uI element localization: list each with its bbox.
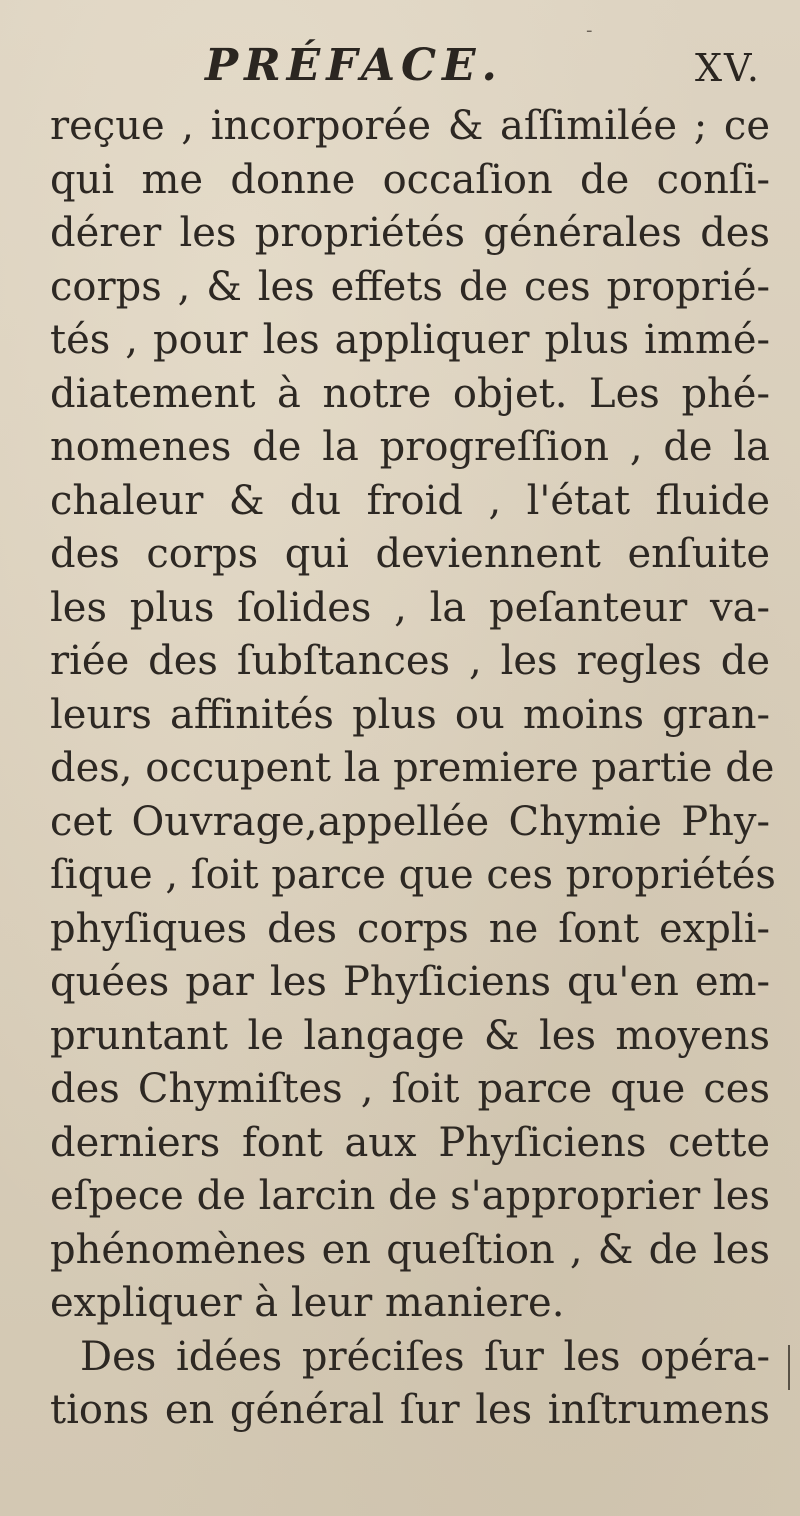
text-line: tions en général ſur les inſtrumens [50, 1387, 770, 1433]
text-line: derniers font aux Phyſiciens cette [50, 1119, 770, 1166]
text-line: pruntant le langage & les moyens [50, 1012, 770, 1059]
text-line: des Chymiſtes , ſoit parce que ces [50, 1066, 770, 1112]
text-line: Des idées préciſes ſur les opéra- [80, 1333, 770, 1380]
text-line: des corps qui deviennent enſuite [50, 531, 770, 577]
text-line: corps , & les effets de ces proprié- [50, 263, 770, 310]
text-line: expliquer à leur maniere. [50, 1280, 565, 1326]
text-line: nomenes de la progreſſion , de la [50, 424, 770, 470]
text-line: diatement à notre objet. Les phé- [50, 370, 770, 417]
text-line: chaleur & du froid , l'état fluide [50, 477, 770, 524]
running-head: PRÉFACE. [205, 40, 503, 91]
page-header [0, 40, 800, 100]
text-line: dérer les propriétés générales des [50, 210, 770, 256]
text-line: leurs affinités plus ou moins gran- [50, 691, 770, 738]
text-line: riée des ſubſtances , les regles de [50, 638, 770, 684]
top-mark: - [586, 20, 593, 41]
body-text [50, 100, 776, 1438]
text-line: des, occupent la premiere partie de [50, 745, 775, 791]
margin-mark [788, 1345, 790, 1390]
page-number: XV. [695, 46, 761, 90]
text-line: qui me donne occaſion de conſi- [50, 156, 770, 203]
text-line: phénomènes en queſtion , & de les [50, 1226, 770, 1273]
text-line: eſpece de larcin de s'approprier les [50, 1173, 770, 1219]
text-line: ſique , ſoit parce que ces propriétés [50, 852, 776, 898]
text-line: cet Ouvrage,appellée Chymie Phy- [50, 798, 770, 845]
text-line: les plus ſolides , la peſanteur va- [50, 584, 770, 631]
text-line: phyſiques des corps ne ſont expli- [50, 905, 770, 952]
text-line: quées par les Phyſiciens qu'en em- [50, 959, 770, 1005]
text-line: tés , pour les appliquer plus immé- [50, 317, 770, 363]
text-line: reçue , incorporée & aſſimilée ; ce [50, 103, 770, 149]
